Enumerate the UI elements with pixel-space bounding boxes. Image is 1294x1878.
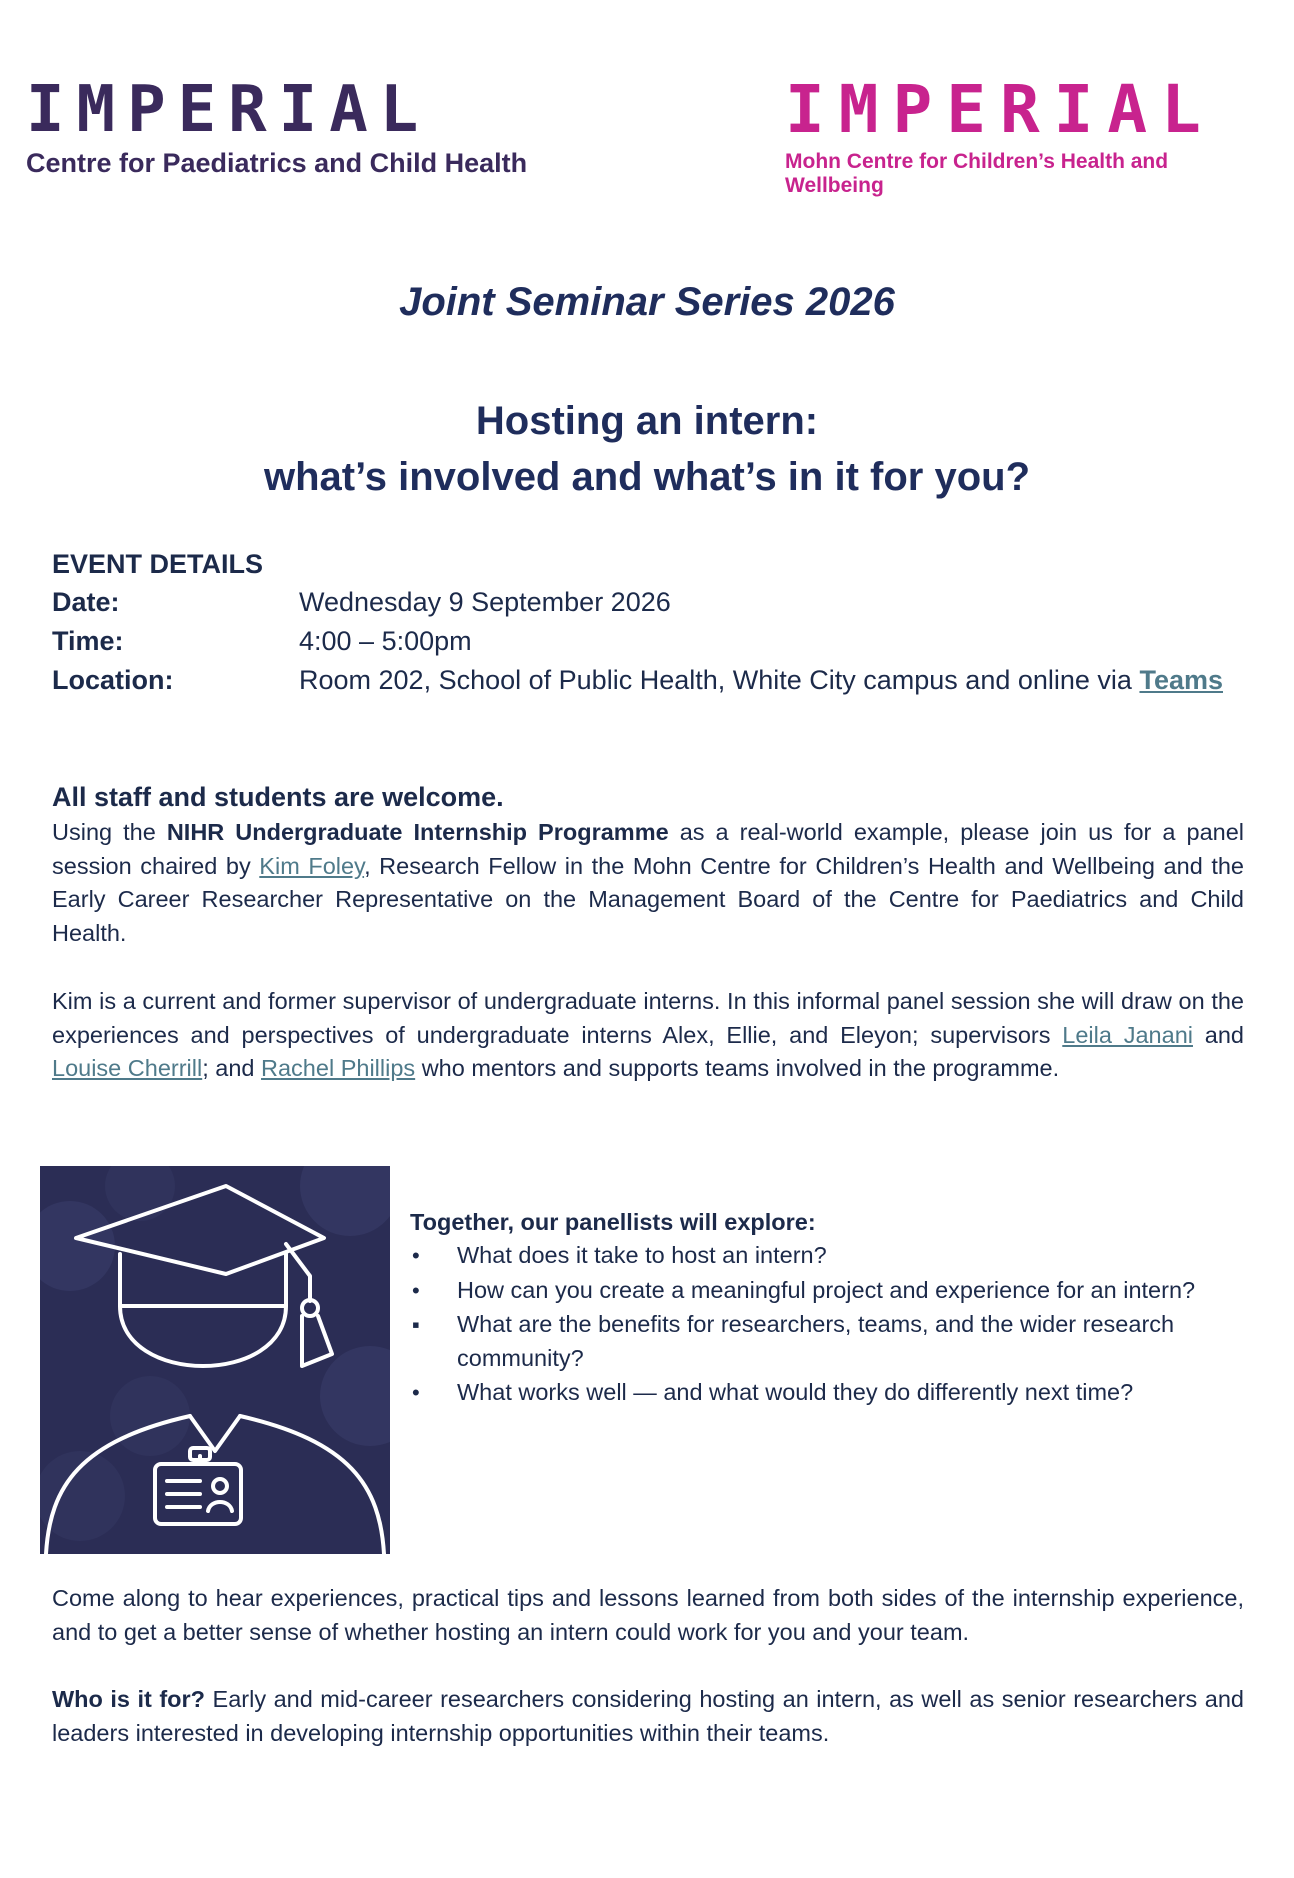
title-line-1: Hosting an intern: xyxy=(475,399,819,443)
event-details xyxy=(52,545,1252,700)
panel-and-1: and xyxy=(1204,1021,1245,1048)
audience-text: Early and mid-career researchers considering hosting an intern, as well as senior researchers and leaders interested in developing internship opportunities within their teams. xyxy=(52,1686,1244,1746)
intro-post: , Research Fellow in the Mohn Centre for Children’s Health and Wellbeing and the Early Career Researcher Representative on the Management Board of the Centre for Paediatrics and Child Health. xyxy=(52,852,1244,946)
imperial-cpch-logo xyxy=(26,73,528,179)
kim-foley-link[interactable]: Kim Foley xyxy=(259,852,365,879)
location-text: Room 202, School of Public Health, White City campus and online via xyxy=(299,665,1132,695)
panel-post: who mentors and supports teams involved in the programme. xyxy=(421,1055,1060,1082)
list-item-text: How can you create a meaningful project and experience for an intern? xyxy=(457,1276,1196,1303)
list-item-text: What are the benefits for researchers, teams, and the wider research community? xyxy=(457,1311,1175,1371)
logo-subtitle: Mohn Centre for Children’s Health and Wellbeing xyxy=(785,150,1169,197)
bullet: • xyxy=(412,1243,420,1268)
time-label: Time: xyxy=(52,626,124,656)
intro-mid: as a real-world example, please join us for a panel session chaired by xyxy=(52,819,1245,879)
panel-paragraph xyxy=(52,985,1244,1086)
rachel-phillips-link[interactable]: Rachel Phillips xyxy=(261,1055,416,1082)
graduate-illustration xyxy=(40,1166,390,1554)
time-row xyxy=(52,622,1252,661)
explore-section xyxy=(410,1205,1230,1411)
list-item-text: What does it take to host an intern? xyxy=(457,1242,827,1268)
graduate-icon xyxy=(40,1166,390,1554)
logo-wordmark: IMPERIAL xyxy=(26,73,431,147)
date-row xyxy=(52,583,1252,622)
list-item-text: What works well — and what would they do differently next time? xyxy=(457,1379,1134,1406)
list-item xyxy=(410,1239,1230,1273)
panel-and-2: ; and xyxy=(202,1055,255,1082)
leila-janani-link[interactable]: Leila Janani xyxy=(1062,1021,1193,1048)
audience-label: Who is it for? xyxy=(52,1686,206,1712)
time-value: 4:00 – 5:00pm xyxy=(299,626,472,656)
series-title: Joint Seminar Series 2026 xyxy=(399,280,895,324)
explore-list xyxy=(410,1239,1230,1410)
list-item xyxy=(410,1308,1230,1375)
logo-subtitle: Centre for Paediatrics and Child Health xyxy=(26,148,528,178)
intro-pre: Using the xyxy=(52,819,156,845)
list-item xyxy=(410,1376,1230,1410)
bullet: • xyxy=(412,1277,420,1303)
location-row xyxy=(52,661,1252,700)
intro-paragraph xyxy=(52,816,1244,950)
audience-paragraph xyxy=(52,1683,1244,1750)
panel-pre: Kim is a current and former supervisor of undergraduate interns. In this informal panel session she will draw on the experiences and perspectives of undergraduate interns Alex, Ellie, and Eleyon; supervisors xyxy=(52,988,1244,1048)
bullet: • xyxy=(412,1380,420,1406)
welcome-heading: All staff and students are welcome. xyxy=(52,782,504,812)
imperial-mohn-logo xyxy=(785,71,1215,198)
location-label: Location: xyxy=(52,665,174,695)
event-details-heading: EVENT DETAILS xyxy=(52,549,264,579)
programme-name: NIHR Undergraduate Internship Programme xyxy=(166,819,669,845)
location-value xyxy=(299,661,1252,700)
explore-heading: Together, our panellists will explore: xyxy=(410,1209,816,1235)
come-along-paragraph: Come along to hear experiences, practical tips and lessons learned from both sides of the internship experience, and to get a better sense of whether hosting an intern could work for you and your team. xyxy=(52,1585,1244,1645)
bullet: ▪ xyxy=(412,1312,420,1338)
date-label: Date: xyxy=(52,587,120,617)
teams-link[interactable]: Teams xyxy=(1139,665,1223,695)
page-title xyxy=(0,393,1294,505)
date-value: Wednesday 9 September 2026 xyxy=(299,587,671,617)
louise-cherrill-link[interactable]: Louise Cherrill xyxy=(52,1055,203,1082)
title-line-2: what’s involved and what’s in it for you? xyxy=(264,455,1030,499)
logo-wordmark: IMPERIAL xyxy=(785,71,1215,148)
list-item xyxy=(410,1274,1230,1308)
